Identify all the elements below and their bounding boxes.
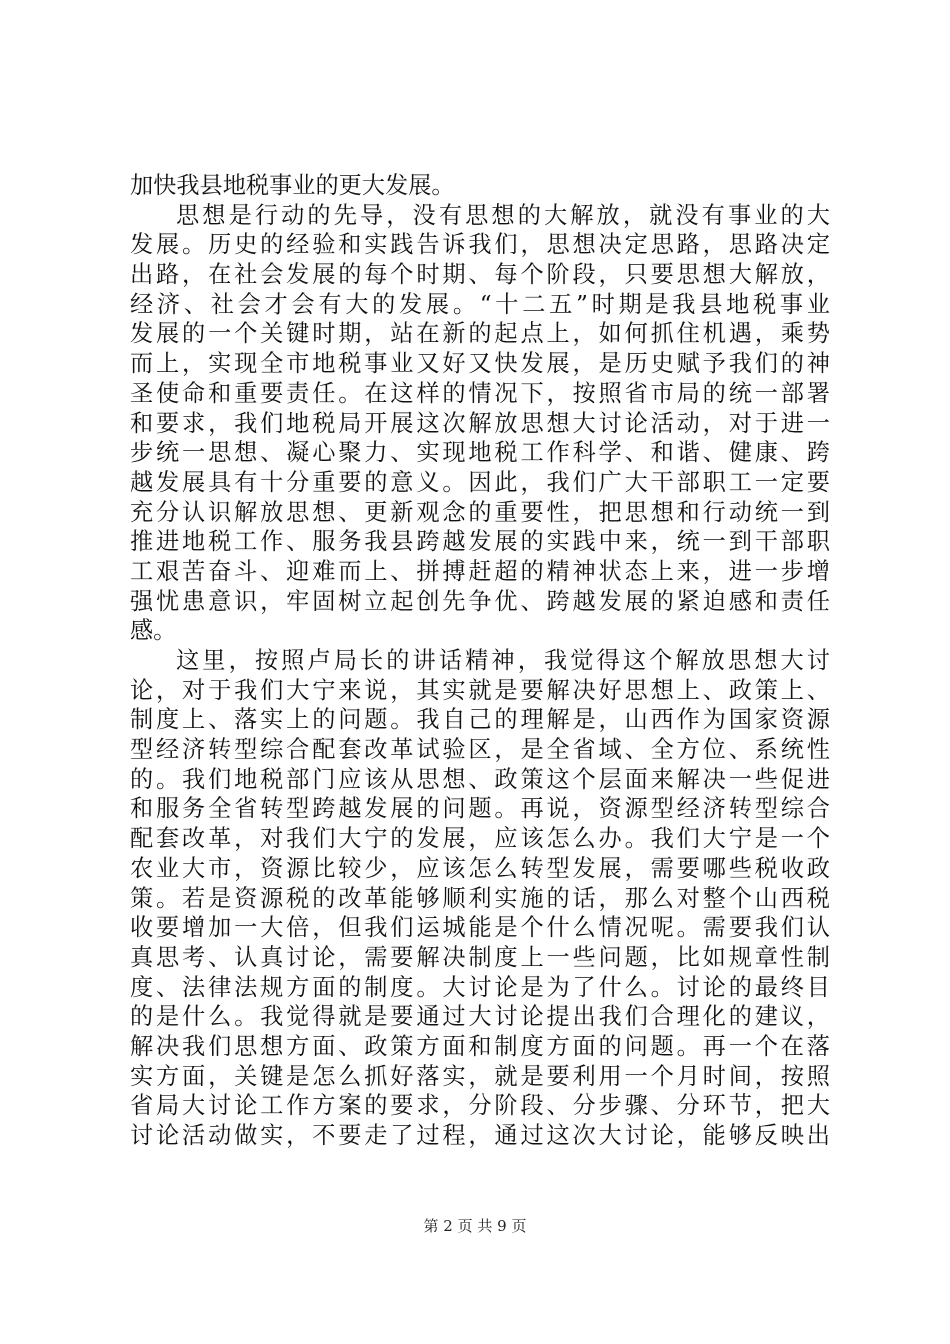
text-line: 收要增加一大倍，但我们运城能是个什么情况呢。需要我们认 <box>130 914 830 942</box>
document-body <box>130 171 830 1151</box>
text-line: 度、法律法规方面的制度。大讨论是为了什么。讨论的最终目 <box>130 973 830 1001</box>
text-line: 策。若是资源税的改革能够顺利实施的话，那么对整个山西税 <box>130 884 830 912</box>
text-line: 配套改革，对我们大宁的发展，应该怎么办。我们大宁是一个 <box>130 825 830 853</box>
text-line: 经济、社会才会有大的发展。“十二五”时期是我县地税事业 <box>130 290 830 318</box>
text-line: 的。我们地税部门应该从思想、政策这个层面来解决一些促进 <box>130 765 830 793</box>
text-line: 思想是行动的先导，没有思想的大解放，就没有事业的大 <box>176 201 830 229</box>
page-footer: 第 2 页 共 9 页 <box>423 1217 527 1235</box>
text-line: 出路，在社会发展的每个时期、每个阶段，只要思想大解放， <box>130 261 830 289</box>
text-line: 讨论活动做实，不要走了过程，通过这次大讨论，能够反映出 <box>130 1122 830 1149</box>
text-line: 强忧患意识，牢固树立起创先争优、跨越发展的紧迫感和责任 <box>130 587 830 615</box>
text-line: 省局大讨论工作方案的要求，分阶段、分步骤、分环节，把大 <box>130 1092 830 1120</box>
text-line: 感。 <box>130 617 177 645</box>
text-line: 型经济转型综合配套改革试验区，是全省域、全方位、系统性 <box>130 736 830 764</box>
text-line: 发展。历史的经验和实践告诉我们，思想决定思路，思路决定 <box>130 231 830 259</box>
text-line: 和服务全省转型跨越发展的问题。再说，资源型经济转型综合 <box>130 795 830 823</box>
text-line: 实方面，关键是怎么抓好落实，就是要利用一个月时间，按照 <box>130 1062 830 1090</box>
text-line: 加快我县地税事业的更大发展。 <box>130 172 455 199</box>
text-line: 工艰苦奋斗、迎难而上、拼搏赶超的精神状态上来，进一步增 <box>130 557 830 585</box>
text-line: 圣使命和重要责任。在这样的情况下，按照省市局的统一部署 <box>130 379 830 407</box>
text-line: 步统一思想、凝心聚力、实现地税工作科学、和谐、健康、跨 <box>130 439 830 467</box>
text-line: 制度上、落实上的问题。我自己的理解是，山西作为国家资源 <box>130 706 830 734</box>
text-line: 和要求，我们地税局开展这次解放思想大讨论活动，对于进一 <box>130 409 830 437</box>
text-line: 真思考、认真讨论，需要解决制度上一些问题，比如规章性制 <box>130 943 830 971</box>
text-line: 越发展具有十分重要的意义。因此，我们广大干部职工一定要 <box>130 468 830 496</box>
text-line: 的是什么。我觉得就是要通过大讨论提出我们合理化的建议， <box>130 1003 830 1031</box>
text-line: 推进地税工作、服务我县跨越发展的实践中来，统一到干部职 <box>130 528 830 556</box>
text-line: 这里，按照卢局长的讲话精神，我觉得这个解放思想大讨 <box>176 647 830 674</box>
text-line: 发展的一个关键时期，站在新的起点上，如何抓住机遇，乘势 <box>130 320 830 348</box>
text-line: 农业大市，资源比较少，应该怎么转型发展，需要哪些税收政 <box>130 854 830 882</box>
text-line: 而上，实现全市地税事业又好又快发展，是历史赋予我们的神 <box>130 350 830 378</box>
text-line: 解决我们思想方面、政策方面和制度方面的问题。再一个在落 <box>130 1032 830 1060</box>
text-line: 论，对于我们大宁来说，其实就是要解决好思想上、政策上、 <box>130 676 830 704</box>
text-line: 充分认识解放思想、更新观念的重要性，把思想和行动统一到 <box>130 498 830 526</box>
